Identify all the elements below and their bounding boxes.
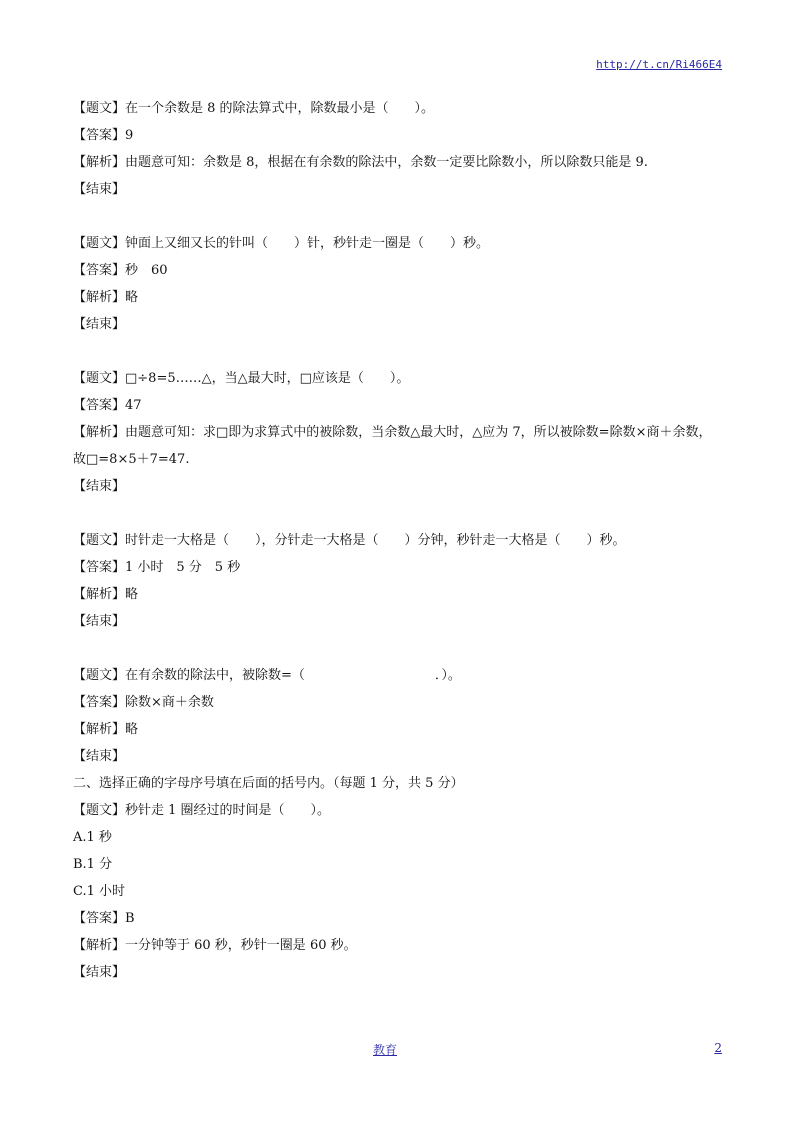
question-block — [73, 365, 723, 500]
answer-text: 【答案】9 — [73, 128, 134, 143]
end-marker: 【结束】 — [73, 614, 126, 629]
question-block — [73, 797, 723, 986]
end-marker: 【结束】 — [73, 749, 126, 764]
section-heading: 二、选择正确的字母序号填在后面的括号内。（每题 1 分，共 5 分） — [73, 776, 464, 791]
answer-text: 【答案】1 小时 5 分 5 秒 — [73, 560, 241, 575]
explanation-text: 【解析】由题意可知：求□即为求算式中的被除数，当余数△最大时，△应为 7，所以被除数=除数×商＋余数，故□=8×5＋7=47. — [73, 425, 712, 467]
explanation-text: 【解析】略 — [73, 290, 139, 305]
answer-text: 【答案】秒 60 — [73, 263, 168, 278]
spacer — [73, 338, 723, 365]
question-text: 【题文】在有余数的除法中，被除数=（ ．）。 — [73, 668, 461, 683]
question-block — [73, 230, 723, 338]
end-marker: 【结束】 — [73, 182, 126, 197]
question-text: 【题文】□÷8=5……△，当△最大时，□应该是（ ）。 — [73, 371, 410, 386]
answer-text: 【答案】B — [73, 911, 135, 926]
explanation-text: 【解析】一分钟等于 60 秒，秒针一圈是 60 秒。 — [73, 938, 357, 953]
question-text: 【题文】秒针走 1 圈经过的时间是（ ）。 — [73, 803, 331, 818]
explanation-text: 【解析】略 — [73, 587, 139, 602]
question-block — [73, 662, 723, 770]
end-marker: 【结束】 — [73, 479, 126, 494]
question-block — [73, 527, 723, 635]
spacer — [73, 500, 723, 527]
question-text: 【题文】时针走一大格是（ ），分针走一大格是（ ）分钟，秒针走一大格是（ ）秒。 — [73, 533, 626, 548]
footer-link[interactable]: 教育 — [373, 1043, 398, 1057]
question-text: 【题文】在一个余数是 8 的除法算式中，除数最小是（ ）。 — [73, 101, 435, 116]
answer-text: 【答案】47 — [73, 398, 142, 413]
spacer — [73, 203, 723, 230]
spacer — [73, 635, 723, 662]
header-url-link[interactable]: http://t.cn/Ri466E4 — [596, 58, 722, 71]
end-marker: 【结束】 — [73, 965, 126, 980]
option-a: A.1 秒 — [73, 830, 112, 845]
option-b: B.1 分 — [73, 857, 113, 872]
question-text: 【题文】钟面上又细又长的针叫（ ）针，秒针走一圈是（ ）秒。 — [73, 236, 490, 251]
explanation-text: 【解析】略 — [73, 722, 139, 737]
explanation-text: 【解析】由题意可知：余数是 8，根据在有余数的除法中，余数一定要比除数小，所以除数只能是 9. — [73, 155, 648, 170]
question-block — [73, 95, 723, 203]
end-marker: 【结束】 — [73, 317, 126, 332]
document-body — [73, 95, 723, 986]
answer-text: 【答案】除数×商＋余数 — [73, 695, 214, 710]
option-c: C.1 小时 — [73, 884, 126, 899]
page-number: 2 — [714, 1041, 722, 1055]
